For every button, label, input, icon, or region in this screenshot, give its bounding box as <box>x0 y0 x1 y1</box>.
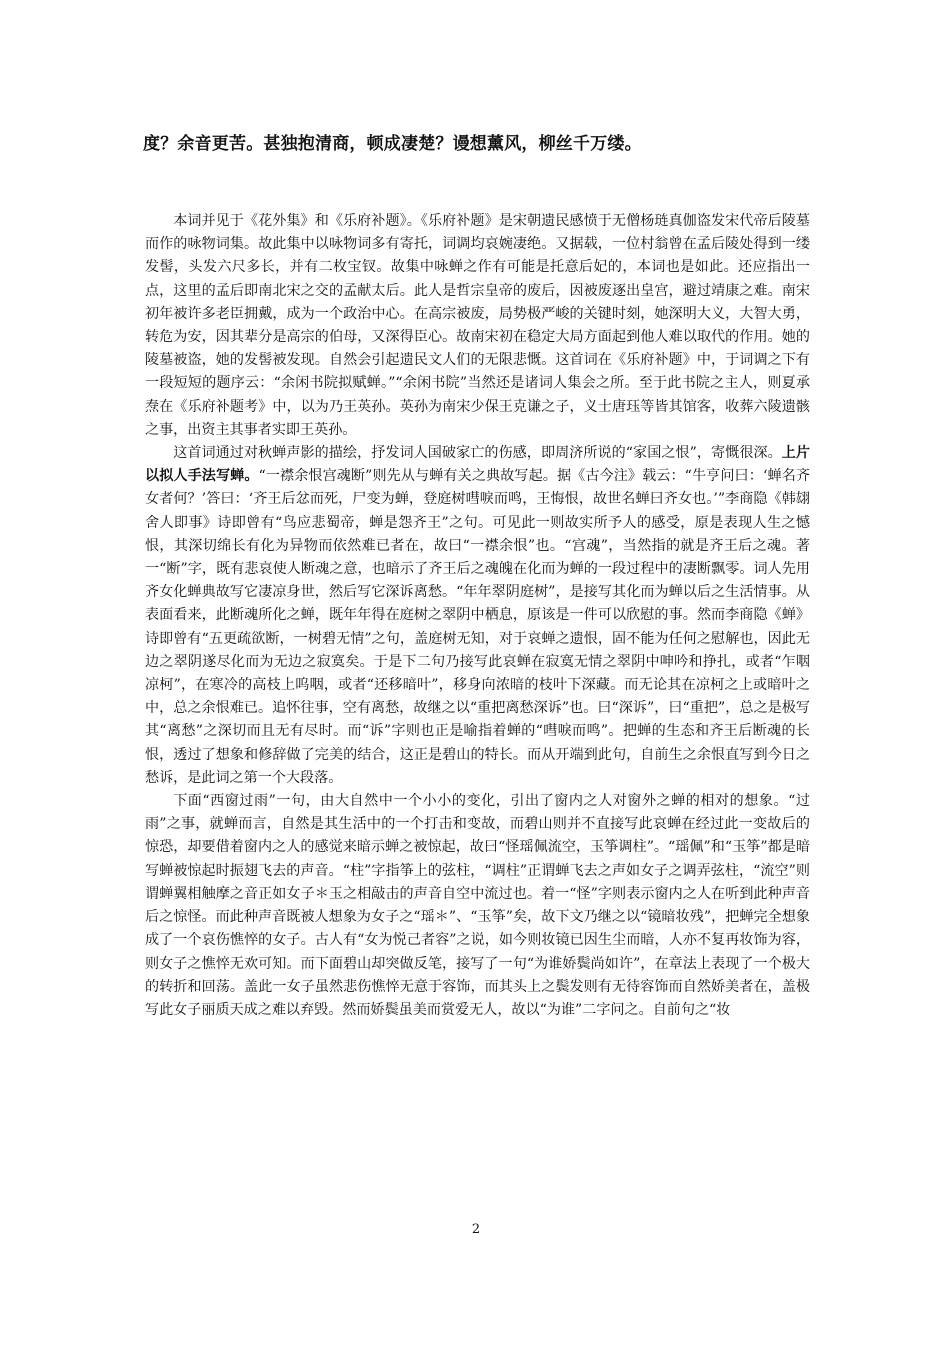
paragraph-1: 本词并见于《花外集》和《乐府补题》。《乐府补题》是宋朝遗民感愤于无僧杨琏真伽盗发宋代帝后陵墓而作的咏物词集。故此集中以咏物词多有寄托，词调均哀婉凄绝。又据载，一位村翁曾在孟后陵处得到一缕发髻，头发六尺多长，并有二枚宝钗。故集中咏蝉之作有可能是托意后妃的，本词也是如此。还应指出一点，这里的孟后即南北宋之交的孟献太后。此人是哲宗皇帝的废后，因被废逐出皇宫，避过靖康之难。南宋初年被许多老臣拥戴，成为一个政治中心。在高宗被废，局势极严峻的关键时刻，她深明大义，大智大勇，转危为安，因其辈分是高宗的伯母，又深得臣心。故南宋初在稳定大局方面起到他人难以取代的作用。她的陵墓被盗，她的发髻被发现。自然会引起遗民文人们的无限悲慨。这首词在《乐府补题》中，于词调之下有一段短短的题序云：“余闲书院拟赋蝉。”“余闲书院”当然还是诸词人集会之所。至于此书院之主人，则夏承焘在《乐府补题考》中，以为乃王英孙。英孙为南宋少保王克谦之子，义士唐珏等皆其馆客，收葬六陵遗骸之事，出资主其事者实即王英孙。 <box>145 213 810 438</box>
commentary-body <box>145 210 810 1022</box>
paragraph-2 <box>145 442 810 790</box>
paragraph-2-rest: “一襟余恨宫魂断”则先从与蝉有关之典故写起。据《古今注》载云：“牛亨问曰：‘蝉名齐女者何？’答曰：‘齐王后忿而死，尸变为蝉，登庭树嘒唳而鸣，王悔恨，故世名蝉曰齐女也。’”李商隐《韩翃舍人即事》诗即曾有“鸟应悲蜀帝，蝉是怨齐王”之句。可见此一则故实所予人的感受，原是表现人生之憾恨，其深切绵长有化为异物而依然难已者在，故曰“一襟余恨”也。“宫魂”，当然指的就是齐王后之魂。著一“断”字，既有悲哀使人断魂之意，也暗示了齐王后之魂魄在化而为蝉的一段过程中的凄断飘零。词人先用齐女化蝉典故写它凄凉身世，然后写它深诉离愁。“年年翠阴庭树”，是接写其化而为蝉以后之生活情事。从表面看来，此断魂所化之蝉，既年年得在庭树之翠阴中栖息，原该是一件可以欣慰的事。然而李商隐《蝉》诗即曾有“五更疏欲断，一树碧无情”之句，盖庭树无知，对于哀蝉之遗恨，固不能为任何之慰解也，因此无边之翠阴遂尽化而为无边之寂寞矣。于是下二句乃接写此哀蝉在寂寞无情之翠阴中呻吟和挣扎，或者“乍咽凉柯”，在寒冷的高枝上呜咽，或者“还移暗叶”，移身向浓暗的枝叶下深藏。而无论其在凉柯之上或暗叶之中，总之余恨难已。追怀往事，空有离愁，故继之以“重把离愁深诉”也。曰“深诉”，曰“重把”，总之是极写其“离愁”之深切而且无有尽时。而“诉”字则也正是喻指着蝉的“嘒唳而鸣”。把蝉的生态和齐王后断魂的长恨，透过了想象和修辞做了完美的结合，这正是碧山的特长。而从开端到此句，自前生之余恨直写到今日之愁诉，是此词之第一个大段落。 <box>145 468 810 786</box>
paragraph-2-bold-phrase: 上片以拟人手法写蝉。 <box>145 445 811 485</box>
paragraph-2-intro: 这首词通过对秋蝉声影的描绘，抒发词人国破家亡的伤感，即周济所说的“家国之恨”，寄慨很深。 <box>173 445 782 462</box>
page-number: 2 <box>471 1222 481 1237</box>
paragraph-3: 下面“西窗过雨”一句，由大自然中一个小小的变化，引出了窗内之人对窗外之蝉的相对的想象。“过雨”之事，就蝉而言，自然是其生活中的一个打击和变故，而碧山则并不直接写此哀蝉在经过此一变故后的惊恐，却要借着窗内之人的感觉来暗示蝉之被惊起，故曰“怪瑶佩流空，玉筝调柱”。“瑶佩”和“玉筝”都是暗写蝉被惊起时振翅飞去的声音。“柱”字指筝上的弦柱，“调柱”正谓蝉飞去之声如女子之调弄弦柱，“流空”则谓蝉翼相触摩之音正如女子＊玉之相敲击的声音自空中流过也。着一“怪”字则表示窗内之人在听到此种声音后之惊怪。而此种声音既被人想象为女子之“瑶＊”、“玉筝”矣，故下文乃继之以“镜暗妆残”，把蝉完全想象成了一个哀伤憔悴的女子。古人有“女为悦己者容”之说，如今则妆镜已因生尘而暗，人亦不复再妆饰为容，则女子之憔悴无欢可知。而下面碧山却突做反笔，接写了一句“为谁娇鬓尚如许”，在章法上表现了一个极大的转折和回荡。盖此一女子虽然悲伤憔悴无意于容饰，而其头上之鬓发则有无待容饰而自然娇美者在，盖极写此女子丽质天成之难以弃毁。然而娇鬓虽美而赏爱无人，故以“为谁”二字问之。自前句之“妆 <box>145 793 810 1018</box>
lyric-heading-line: 度？余音更苦。甚独抱清商，顿成凄楚？谩想薰风，柳丝千万缕。 <box>143 134 642 154</box>
